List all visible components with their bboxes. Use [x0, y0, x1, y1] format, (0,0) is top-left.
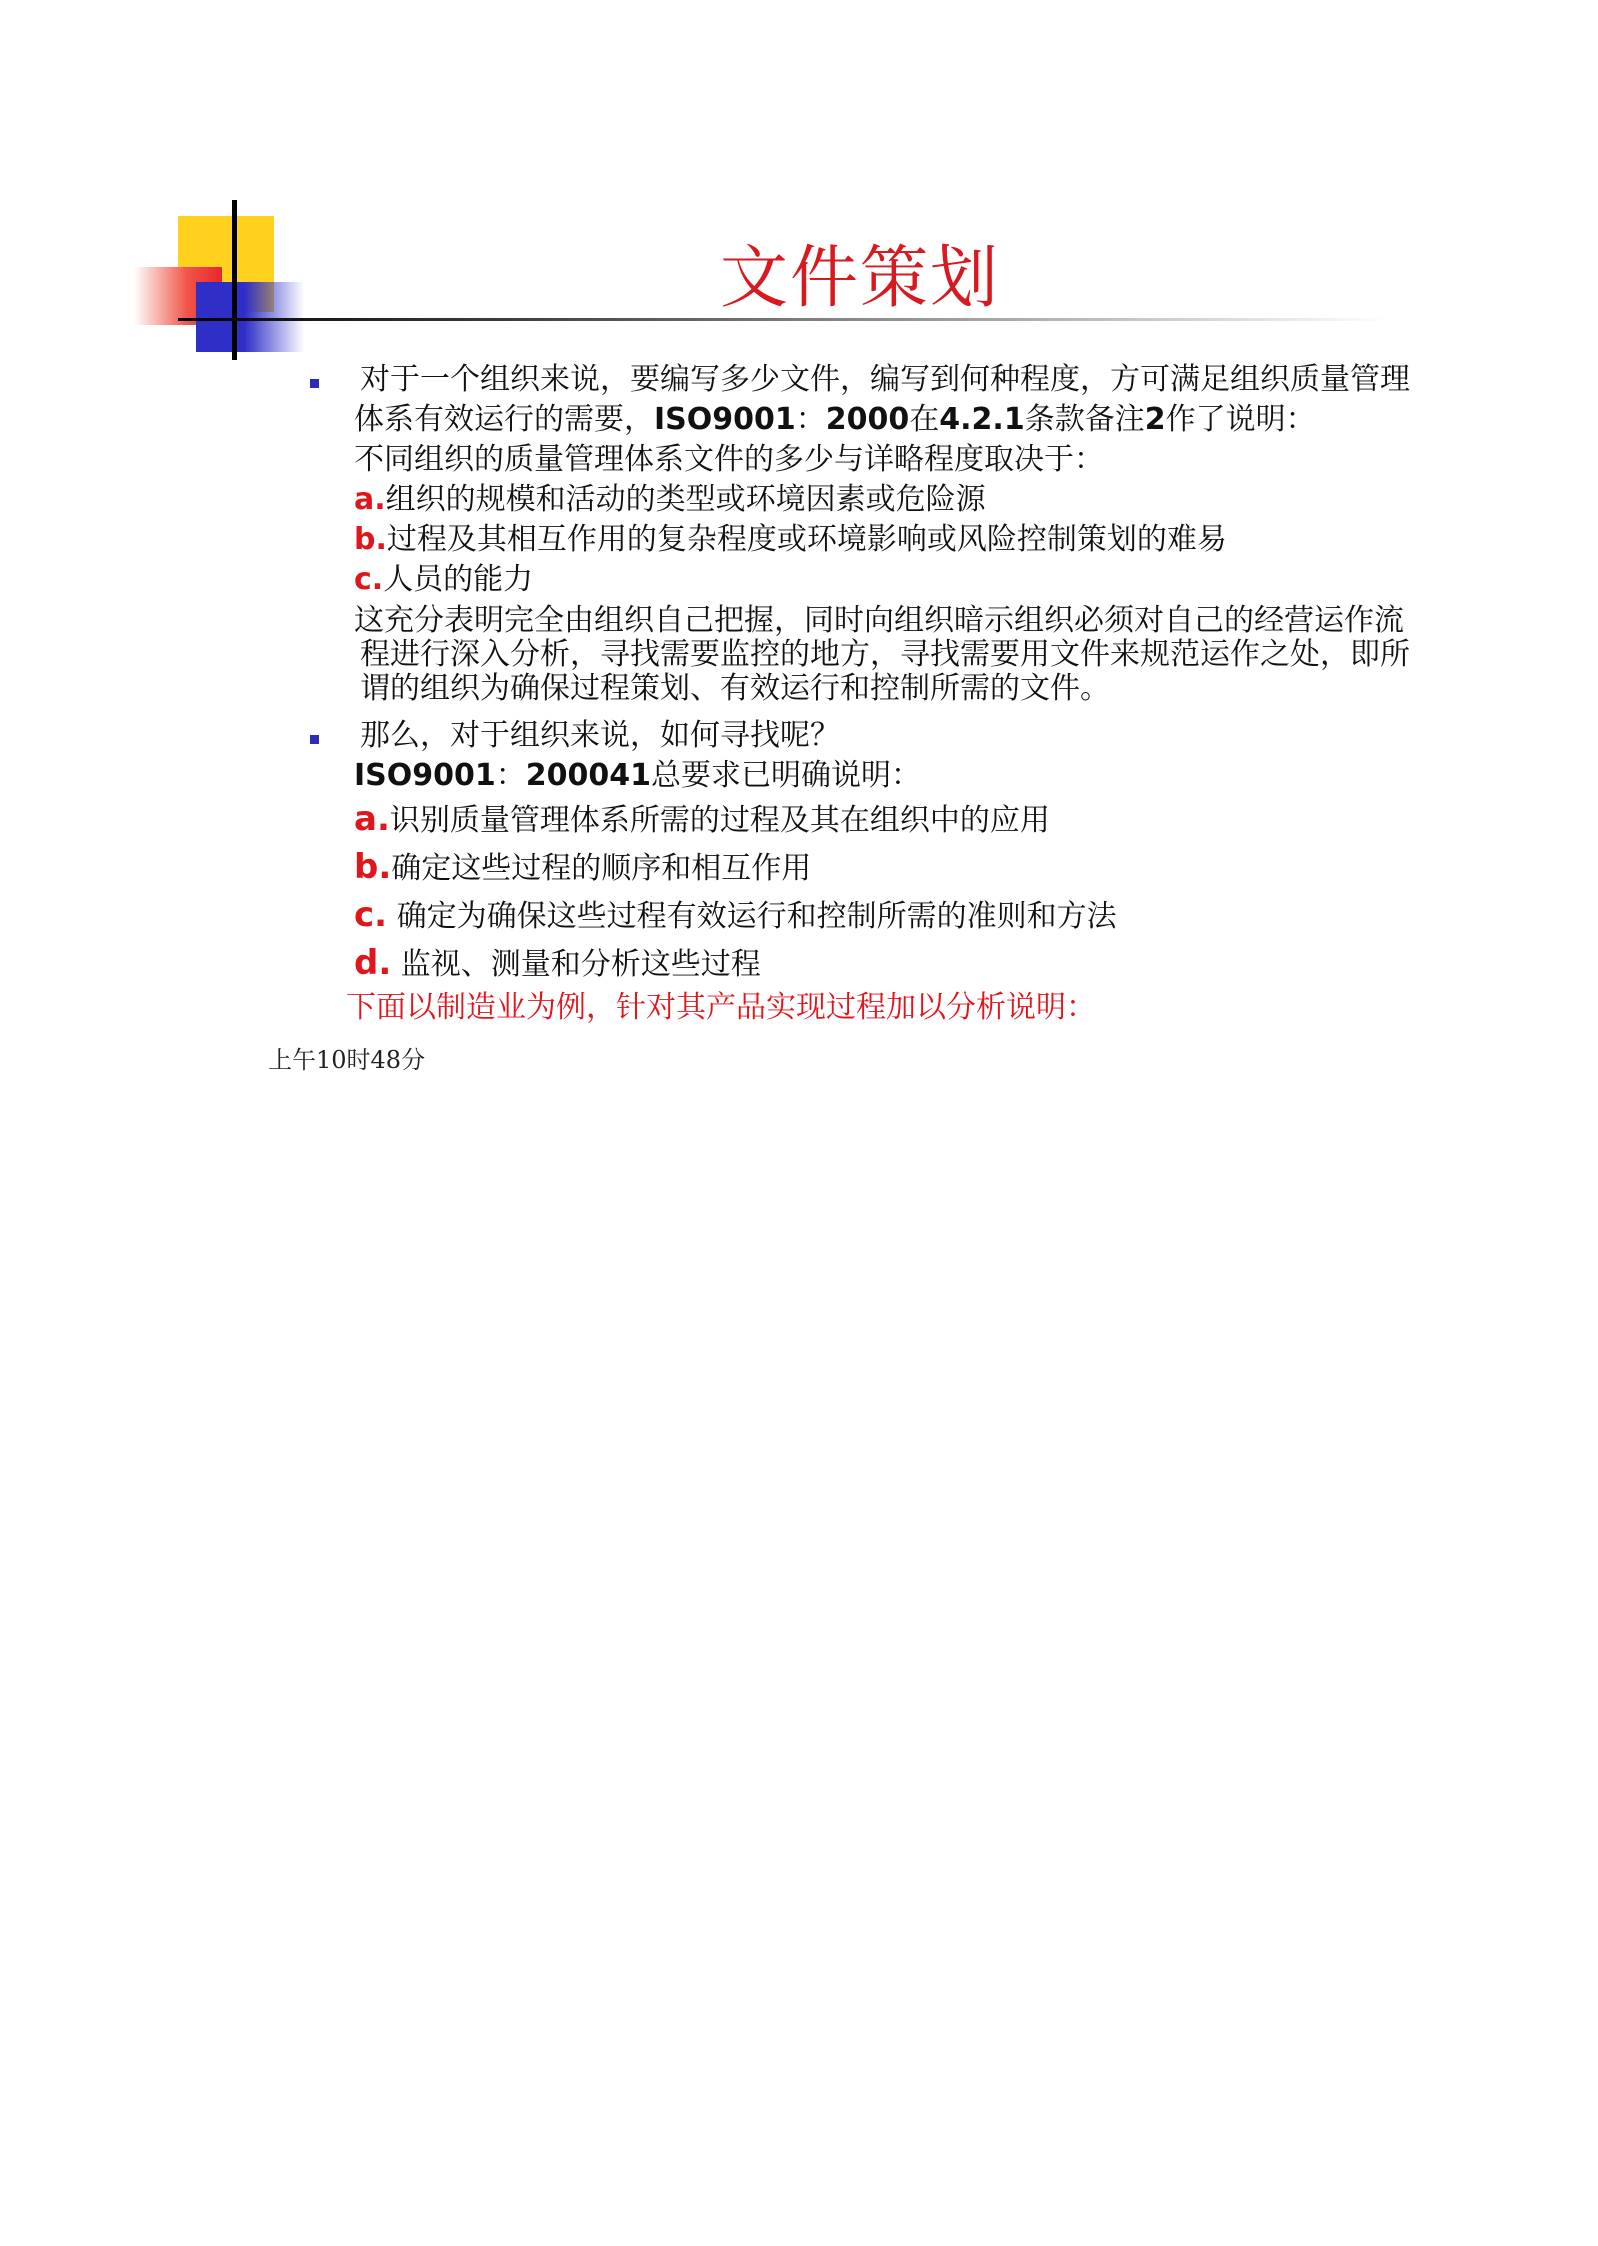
item-text: 监视、测量和分析这些过程	[391, 947, 761, 982]
paragraph-line: 这充分表明完全由组织自己把握，同时向组织暗示组织必须对自己的经营运作流	[354, 603, 1404, 638]
item-text: 识别质量管理体系所需的过程及其在组织中的应用	[389, 803, 1050, 838]
item-text: 确定这些过程的顺序和相互作用	[391, 851, 812, 886]
page-title: 文件策划	[720, 239, 1001, 318]
item-text: 组织的规模和活动的类型或环境因素或危险源	[385, 482, 986, 517]
text-span: ：	[495, 758, 526, 793]
bullet-icon	[310, 735, 319, 744]
standard-number: ISO9001	[654, 402, 796, 437]
text-span: 作了说明：	[1165, 402, 1316, 437]
list-item	[354, 560, 1490, 600]
section1-line3: 不同组织的质量管理体系文件的多少与详略程度取决于：	[354, 442, 1104, 477]
paragraph-line: 程进行深入分析，寻找需要监控的地方，寻找需要用文件来规范运作之处，即所	[360, 637, 1410, 672]
item-label: b.	[354, 522, 387, 557]
standard-number: ISO9001	[354, 758, 496, 793]
text-span: 条款备注	[1024, 402, 1145, 437]
closing-note: 下面以制造业为例，针对其产品实现过程加以分析说明：	[346, 990, 1096, 1025]
item-text: 过程及其相互作用的复杂程度或环境影响或风险控制策划的难易	[386, 522, 1227, 557]
text-span: ：	[795, 402, 826, 437]
section2-line1: 那么，对于组织来说，如何寻找呢？	[360, 718, 840, 753]
item-text: 人员的能力	[383, 562, 534, 597]
list-item	[354, 844, 1490, 892]
list-item	[354, 480, 1490, 520]
item-label: c.	[354, 562, 384, 597]
text-span: 在	[909, 402, 940, 437]
item-label: d.	[354, 943, 392, 983]
item-label: a.	[354, 799, 390, 839]
item-text: 确定为确保这些过程有效运行和控制所需的准则和方法	[387, 899, 1117, 934]
paragraph	[310, 604, 1490, 706]
title-underline	[178, 318, 1388, 321]
text-span: 体系有效运行的需要，	[354, 402, 654, 437]
timestamp: 上午10时48分	[268, 1046, 426, 1074]
list-item	[354, 796, 1490, 844]
clause-number: 4.2.1	[939, 402, 1025, 437]
item-label: c.	[354, 895, 388, 935]
list-item	[354, 892, 1490, 940]
section2	[310, 716, 1490, 1028]
slide-body	[310, 360, 1490, 1028]
section1-line1: 对于一个组织来说，要编写多少文件，编写到何种程度，方可满足组织质量管理	[360, 362, 1410, 397]
standard-year: 2000	[825, 402, 910, 437]
decor-vertical-line	[232, 200, 237, 360]
section1-line2	[354, 400, 1490, 440]
decor-blue-square	[196, 282, 304, 352]
text-span: 总要求已明确说明：	[651, 758, 922, 793]
list-item	[354, 940, 1490, 988]
list-item	[354, 520, 1490, 560]
paragraph-line: 谓的组织为确保过程策划、有效运行和控制所需的文件。	[360, 671, 1110, 706]
item-label: b.	[354, 847, 392, 887]
bullet-icon	[310, 379, 319, 388]
item-label: a.	[354, 482, 386, 517]
section2-line2	[354, 756, 1490, 796]
standard-year: 200041	[525, 758, 652, 793]
note-number: 2	[1144, 402, 1166, 437]
